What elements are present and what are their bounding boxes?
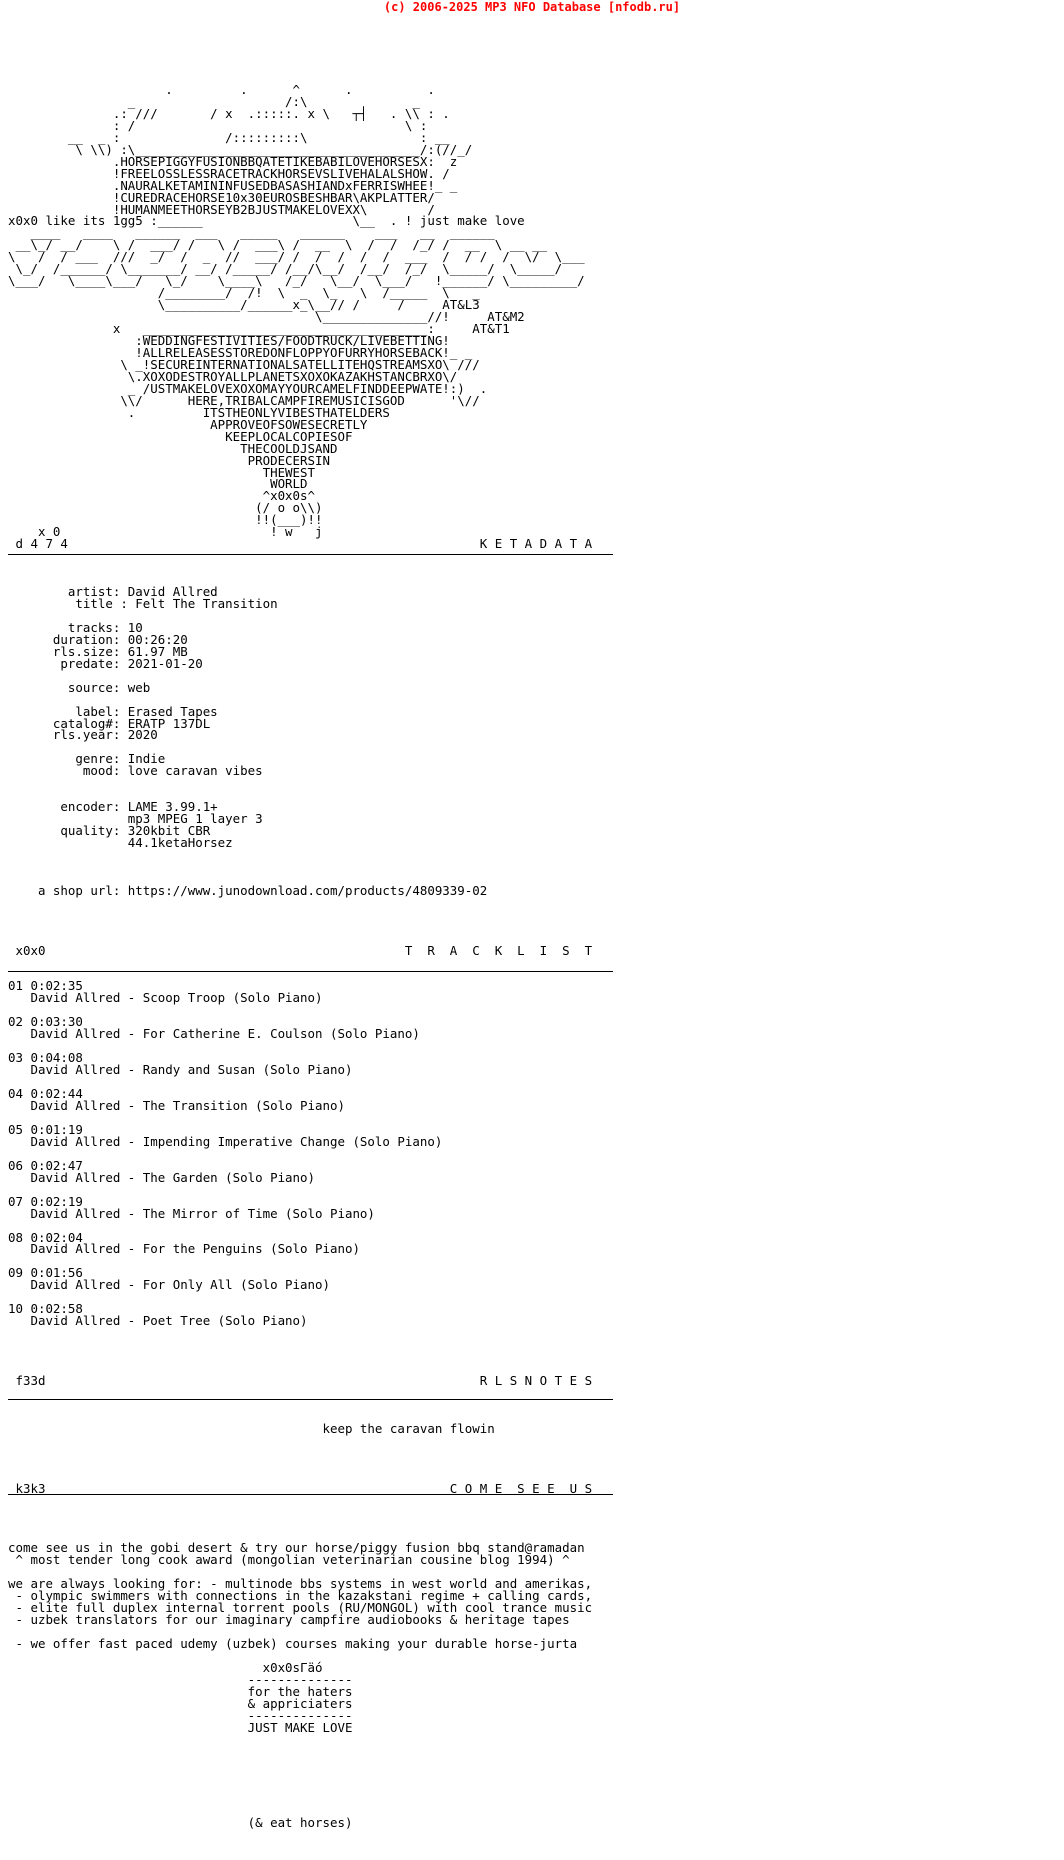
divider-tracklist bbox=[8, 971, 613, 972]
divider-come-see-us bbox=[8, 1494, 613, 1495]
divider-ketadata bbox=[8, 554, 613, 555]
nfo-text: . . ^ . . _ /:\ _ .: /// / x .:::::. x \ ┬┤ . \\ : . : / \ : __ _ : /:::::::::\ : __ \ \\) :\______________________________________/:(//_/ .HORSEPIGGYFUSIONBBQATETIKEBABILOVEHORSESX: z !FREELOSSLESSRACETRACKHORSEVSLIVEHALALSHOW. / .NAURALKETAMININFUSEDBASASHIANDxFERRISWHEE!_ _ !CUREDRACEHORSE10x30EUROSBESHBAR\AKPLATTER/ !HUMANMEETHORSEYB2BJUSTMAKELOVEXX\ / x0x0 like its 1gg5 :______ \__ . ! just make love ____ ____ ______ ___ _____ ______ ___ __ ______ __\_/ __/ \ / ___/ / \ / ___\ / __ \ / / /_/ / __ \ __ __ \ / / ___ /// _/ / _ // ___/ / / / / / ___ / / / / \/ \___ \_/ /______/ \_______/ __/ /_____/ /__/\__/ /__/ /_/ \_____/ \_____/ \___/ \____\___/ \_/ \____\ /_/ \__/ \___/ !______/ \_________/ /________/ /! \ _ \_ \ /_____ \ _ \__________/______x_\__// / / AT&L3 \______________//! AT&M2 x ______________________________________: AT&T1 :WEDDINGFESTIVITIES/FOODTRUCK/LIVEBETTING! !ALLRELEASESSTOREDONFLOPPYOFURRYHORSEBACK!_ _ \ _!SECUREINTERNATIONALSATELLITEHQSTREAMSXO\ /// \.XOXODESTROYALLPLANETSXOXOKAZAKHSTANCBRXO\/ _ /USTMAKELOVEXOXOMAYYOURCAMELFINDDEEPWATE!:) . \\/ HERE,TRIBALCAMPFIREMUSICISGOD '\// . ITSTHEONLYVIBESTHATELDERS APPROVEOFSOWESECRETLY KEEPLOCALCOPIESOF THECOOLDJSAND PRODECERSIN THEWEST WORLD ^x0x0s^ (/ o o\\) !!(___)!! x 0 ! w j d 4 7 4 K E T A D A T A artist: David Allred title : Felt The Transition tracks: 10 duration: 00:26:20 rls.size: 61.97 MB predate: 2021-01-20 source: web label: Erased Tapes catalog#: ERATP 137DL rls.year: 2020 genre: Indie mood: love caravan vibes encoder: LAME 3.99.1+ mp3 MPEG 1 layer 3 quality: 320kbit CBR 44.1ketaHorsez a shop url: https://www.junodownload.com/products/4809339-02 x0x0 T R A C K L I S T 01 0:02:35 David Allred - Scoop Troop (Solo Piano) 02 0:03:30 David Allred - For Catherine E. Coulson (Solo Piano) 03 0:04:08 David Allred - Randy and Susan (Solo Piano) 04 0:02:44 David Allred - The Transition (Solo Piano) 05 0:01:19 David Allred - Impending Imperative Change (Solo Piano) 06 0:02:47 David Allred - The Garden (Solo Piano) 07 0:02:19 David Allred - The Mirror of Time (Solo Piano) 08 0:02:04 David Allred - For the Penguins (Solo Piano) 09 0:01:56 David Allred - For Only All (Solo Piano) 10 0:02:58 David Allred - Poet Tree (Solo Piano) f33d R L S N O T E S keep the caravan flowin k3k3 C O M E S E E U S come see us in the gobi desert & try our horse/piggy fusion bbq stand@ramadan ^ most tender long cook award (mongolian veterinarian cousine blog 1994) ^ we are always looking for: - multinode bbs systems in west world and amerikas, - olympic swimmers with connections in the kazakstani regime + calling cards, - elite full duplex internal torrent pools (RU/MONGOL) with cool trance music - uzbek translators for our imaginary campfire audiobooks & heritage tapes - we offer fast paced udemy (uzbek) courses making your durable horse-jurta x0x0sΓäó -------------- for the haters & appriciaters -------------- JUST MAKE LOVE (& eat horses) bbox=[8, 82, 593, 1831]
divider-rlsnotes bbox=[8, 1399, 613, 1400]
site-header: (c) 2006-2025 MP3 NFO Database [nfodb.ru] bbox=[383, 0, 681, 14]
